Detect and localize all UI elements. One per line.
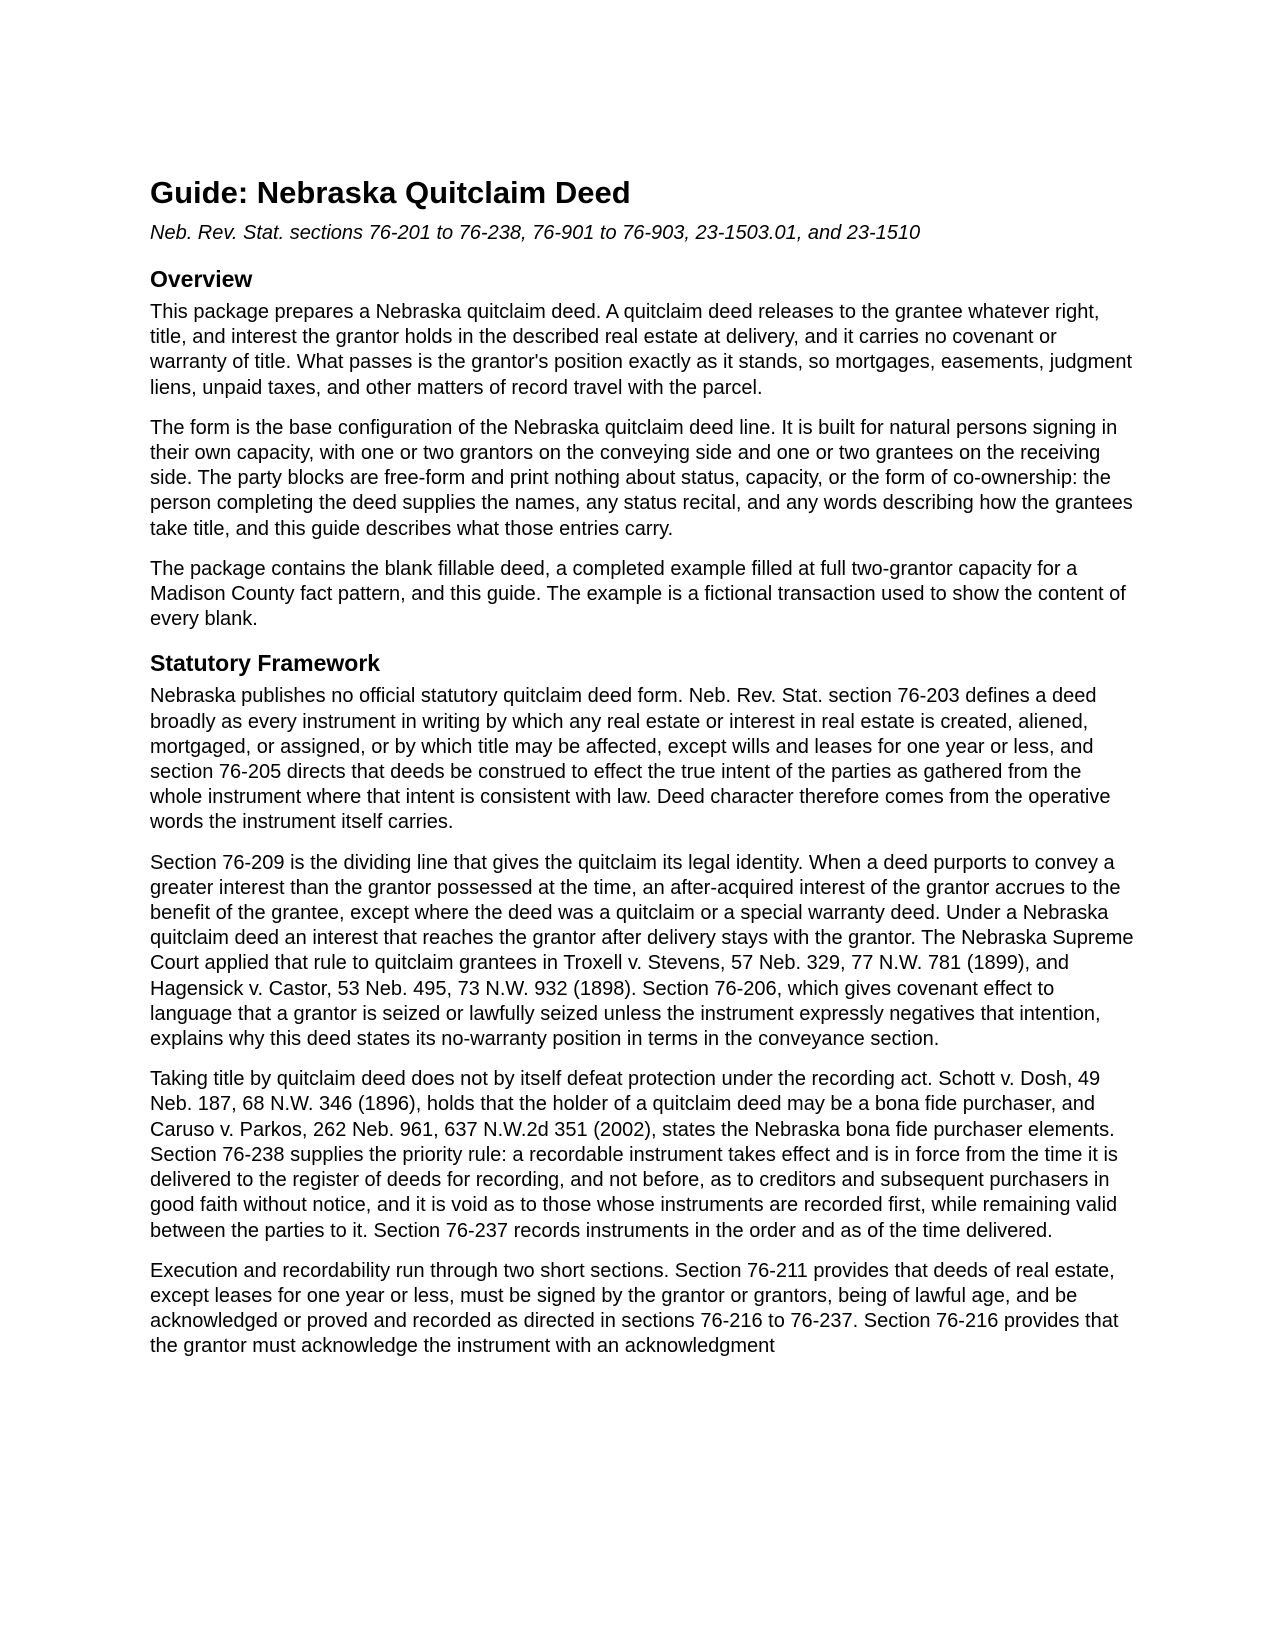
paragraph: Taking title by quitclaim deed does not by itself defeat protection under the recording act. Schott v. Dosh, 49 Neb. 187, 68 N.W. 346 (1896), holds that the holder of a quitclaim deed may be a bona fide purchaser, and Caruso v. Parkos, 262 Neb. 961, 637 N.W.2d 351 (2002), states the Nebraska bona fide purchaser elements. Section 76-238 supplies the priority rule: a recordable instrument takes effect and is in force from the time it is delivered to the register of deeds for recording, and not before, as to creditors and subsequent purchasers in good faith without notice, and it is void as to those whose instruments are recorded first, while remaining valid between the parties to it. Section 76-237 records instruments in the order and as of the time delivered. — [150, 1068, 1118, 1242]
section-heading: Overview — [150, 266, 253, 292]
document-title: Guide: Nebraska Quitclaim Deed — [150, 175, 631, 210]
section-overview — [150, 264, 1135, 632]
paragraph: The package contains the blank fillable deed, a completed example filled at full two-grantor capacity for a Madison County fact pattern, and this guide. The example is a fictional transaction used to show the content of every blank. — [150, 557, 1126, 631]
document-page — [150, 170, 1135, 1360]
paragraph: Execution and recordability run through two short sections. Section 76-211 provides that deeds of real estate, except leases for one year or less, must be signed by the grantor or grantors, being of lawful age, and be acknowledged or proved and recorded as directed in sections 76-216 to 76-237. Section 76-216 provides that the grantor must acknowledge the instrument with an acknowledgment — [150, 1259, 1119, 1358]
paragraph: This package prepares a Nebraska quitclaim deed. A quitclaim deed releases to the grantee whatever right, title, and interest the grantor holds in the described real estate at delivery, and it carries no covenant or warranty of title. What passes is the grantor's position exactly as it stands, so mortgages, easements, judgment liens, unpaid taxes, and other matters of record travel with the parcel. — [150, 301, 1133, 399]
section-statutory-framework — [150, 648, 1135, 1359]
statute-citation: Neb. Rev. Stat. sections 76-201 to 76-238, 76-901 to 76-903, 23-1503.01, and 23-1510 — [150, 222, 921, 244]
paragraph: Section 76-209 is the dividing line that gives the quitclaim its legal identity. When a deed purports to convey a greater interest than the grantor possessed at the time, an after-acquired interest of the grantor accrues to the benefit of the grantee, except where the deed was a quitclaim or a special warranty deed. Under a Nebraska quitclaim deed an interest that reaches the grantor after delivery stays with the grantor. The Nebraska Supreme Court applied that rule to quitclaim grantees in Troxell v. Stevens, 57 Neb. 329, 77 N.W. 781 (1899), and Hagensick v. Castor, 53 Neb. 495, 73 N.W. 932 (1898). Section 76-206, which gives covenant effect to language that a grantor is seized or lawfully seized unless the instrument expressly negatives that intention, explains why this deed states its no-warranty position in terms in the conveyance section. — [150, 851, 1134, 1051]
paragraph: Nebraska publishes no official statutory quitclaim deed form. Neb. Rev. Stat. section 76-203 defines a deed broadly as every instrument in writing by which any real estate or interest in real estate is created, aliened, mortgaged, or assigned, or by which title may be affected, except wills and leases for one year or less, and section 76-205 directs that deeds be construed to effect the true intent of the parties as gathered from the whole instrument where that intent is consistent with law. Deed character therefore comes from the operative words the instrument itself carries. — [150, 685, 1111, 834]
paragraph: The form is the base configuration of the Nebraska quitclaim deed line. It is built for natural persons signing in their own capacity, with one or two grantors on the conveying side and one or two grantees on the receiving side. The party blocks are free-form and print nothing about status, capacity, or the form of co-ownership: the person completing the deed supplies the names, any status recital, and any words describing how the grantees take title, and this guide describes what those entries carry. — [150, 416, 1133, 540]
section-heading: Statutory Framework — [150, 650, 381, 677]
